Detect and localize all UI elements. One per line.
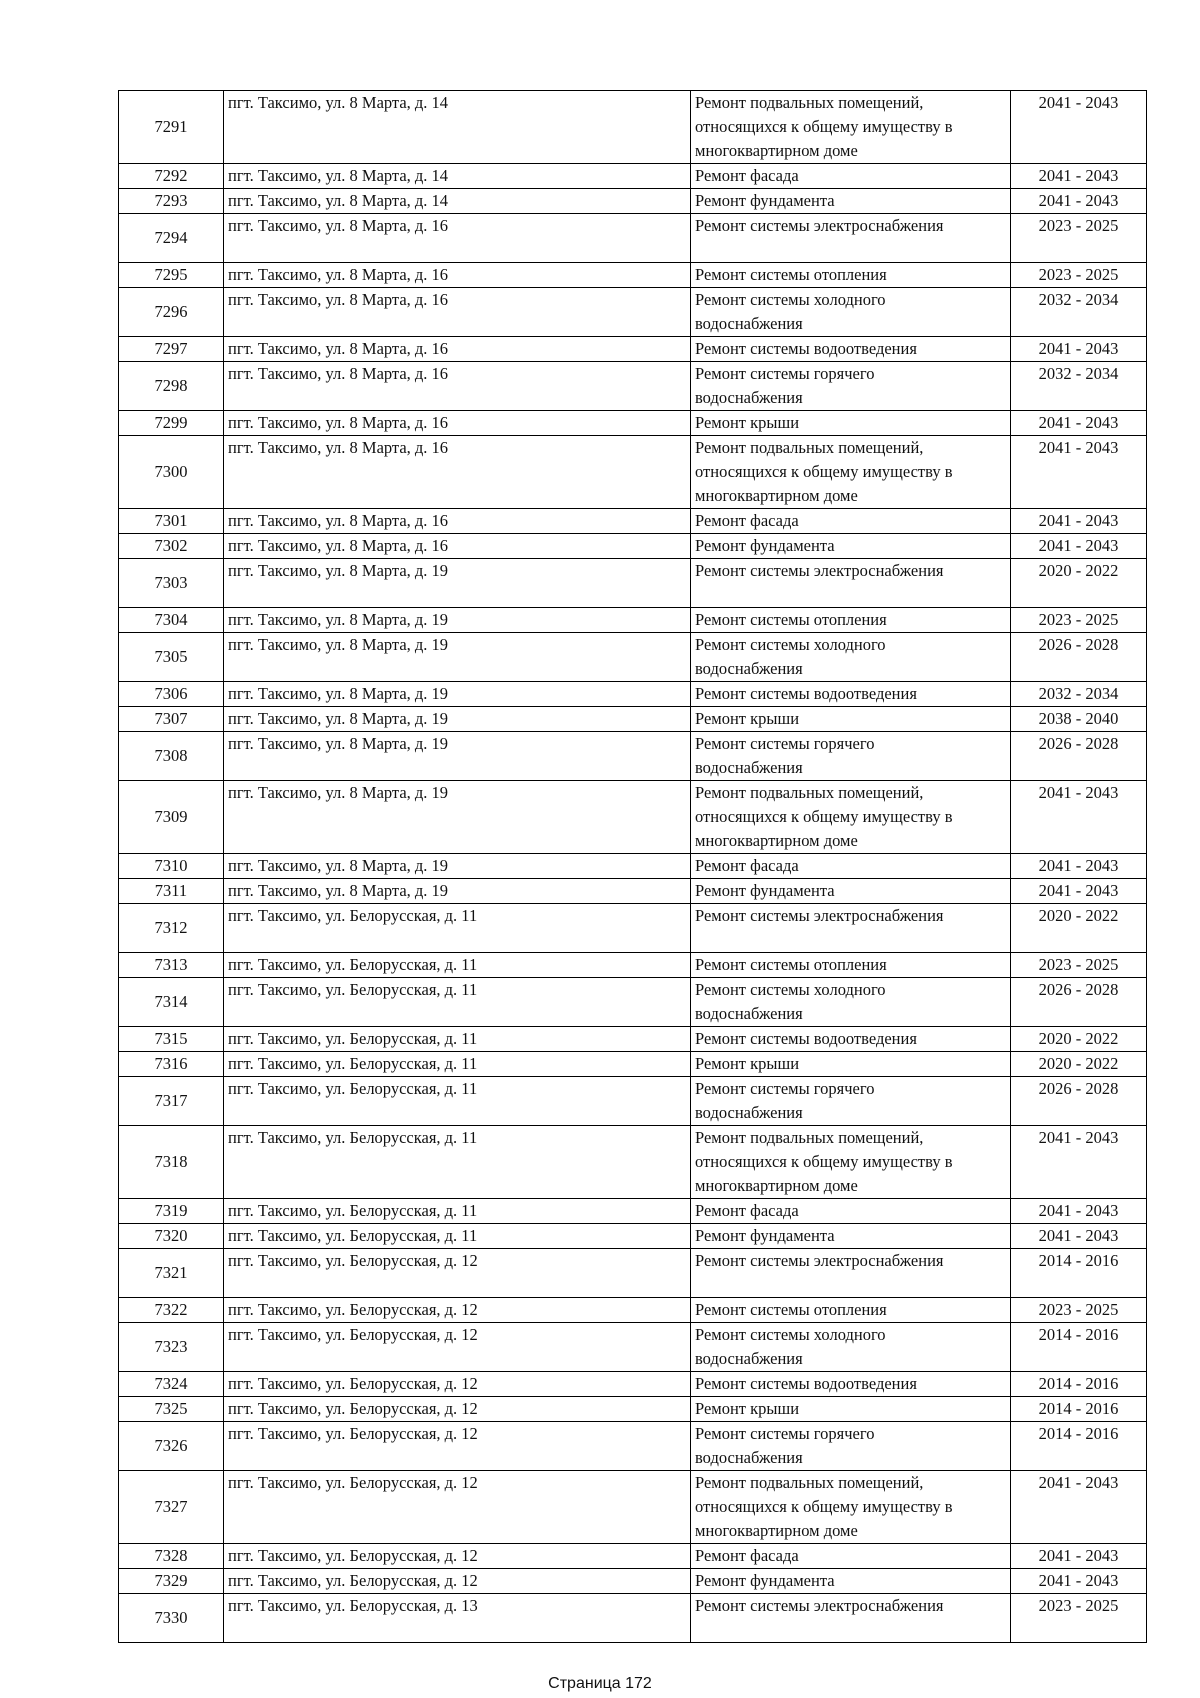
row-work-type: Ремонт системы горячего водоснабжения bbox=[691, 732, 1011, 781]
table-row bbox=[119, 1372, 1147, 1397]
row-work-type: Ремонт системы горячего водоснабжения bbox=[691, 1422, 1011, 1471]
row-period: 2041 - 2043 bbox=[1011, 534, 1147, 559]
row-work-type: Ремонт системы горячего водоснабжения bbox=[691, 362, 1011, 411]
row-period: 2026 - 2028 bbox=[1011, 1077, 1147, 1126]
row-number: 7303 bbox=[119, 559, 224, 608]
row-number: 7314 bbox=[119, 978, 224, 1027]
row-number: 7323 bbox=[119, 1323, 224, 1372]
table-row bbox=[119, 608, 1147, 633]
row-address: пгт. Таксимо, ул. Белорусская, д. 13 bbox=[224, 1594, 691, 1643]
row-work-type: Ремонт фасада bbox=[691, 1544, 1011, 1569]
row-period: 2026 - 2028 bbox=[1011, 978, 1147, 1027]
row-work-type: Ремонт системы электроснабжения bbox=[691, 559, 1011, 608]
table-row bbox=[119, 362, 1147, 411]
row-number: 7297 bbox=[119, 337, 224, 362]
row-period: 2038 - 2040 bbox=[1011, 707, 1147, 732]
table-row bbox=[119, 1027, 1147, 1052]
row-period: 2023 - 2025 bbox=[1011, 1298, 1147, 1323]
row-address: пгт. Таксимо, ул. Белорусская, д. 11 bbox=[224, 904, 691, 953]
row-work-type: Ремонт системы холодного водоснабжения bbox=[691, 288, 1011, 337]
table-row bbox=[119, 879, 1147, 904]
table-row bbox=[119, 1298, 1147, 1323]
row-work-type: Ремонт системы электроснабжения bbox=[691, 1594, 1011, 1643]
row-work-type: Ремонт системы водоотведения bbox=[691, 1027, 1011, 1052]
row-work-type: Ремонт системы отопления bbox=[691, 1298, 1011, 1323]
row-period: 2041 - 2043 bbox=[1011, 1569, 1147, 1594]
row-address: пгт. Таксимо, ул. 8 Марта, д. 19 bbox=[224, 608, 691, 633]
row-address: пгт. Таксимо, ул. 8 Марта, д. 14 bbox=[224, 189, 691, 214]
row-address: пгт. Таксимо, ул. Белорусская, д. 11 bbox=[224, 1126, 691, 1199]
row-period: 2032 - 2034 bbox=[1011, 682, 1147, 707]
row-number: 7310 bbox=[119, 854, 224, 879]
row-number: 7309 bbox=[119, 781, 224, 854]
row-number: 7325 bbox=[119, 1397, 224, 1422]
row-work-type: Ремонт фундамента bbox=[691, 1224, 1011, 1249]
row-work-type: Ремонт фасада bbox=[691, 1199, 1011, 1224]
row-address: пгт. Таксимо, ул. 8 Марта, д. 16 bbox=[224, 263, 691, 288]
row-address: пгт. Таксимо, ул. Белорусская, д. 12 bbox=[224, 1471, 691, 1544]
row-number: 7302 bbox=[119, 534, 224, 559]
row-address: пгт. Таксимо, ул. Белорусская, д. 11 bbox=[224, 1224, 691, 1249]
table-row bbox=[119, 214, 1147, 263]
row-work-type: Ремонт системы горячего водоснабжения bbox=[691, 1077, 1011, 1126]
row-address: пгт. Таксимо, ул. Белорусская, д. 12 bbox=[224, 1544, 691, 1569]
table-row bbox=[119, 953, 1147, 978]
table-row bbox=[119, 91, 1147, 164]
row-work-type: Ремонт фундамента bbox=[691, 879, 1011, 904]
row-number: 7293 bbox=[119, 189, 224, 214]
row-period: 2041 - 2043 bbox=[1011, 189, 1147, 214]
row-work-type: Ремонт системы холодного водоснабжения bbox=[691, 633, 1011, 682]
row-address: пгт. Таксимо, ул. Белорусская, д. 11 bbox=[224, 953, 691, 978]
row-number: 7296 bbox=[119, 288, 224, 337]
row-number: 7322 bbox=[119, 1298, 224, 1323]
row-number: 7307 bbox=[119, 707, 224, 732]
row-number: 7320 bbox=[119, 1224, 224, 1249]
row-work-type: Ремонт крыши bbox=[691, 1052, 1011, 1077]
table-row bbox=[119, 781, 1147, 854]
row-address: пгт. Таксимо, ул. Белорусская, д. 12 bbox=[224, 1298, 691, 1323]
page-number: Страница 172 bbox=[548, 1675, 652, 1692]
row-number: 7308 bbox=[119, 732, 224, 781]
table-row bbox=[119, 1323, 1147, 1372]
row-period: 2041 - 2043 bbox=[1011, 854, 1147, 879]
table-row bbox=[119, 263, 1147, 288]
table-row bbox=[119, 1224, 1147, 1249]
row-number: 7318 bbox=[119, 1126, 224, 1199]
row-number: 7324 bbox=[119, 1372, 224, 1397]
row-address: пгт. Таксимо, ул. 8 Марта, д. 16 bbox=[224, 509, 691, 534]
table-row bbox=[119, 1199, 1147, 1224]
row-number: 7295 bbox=[119, 263, 224, 288]
row-work-type: Ремонт системы холодного водоснабжения bbox=[691, 1323, 1011, 1372]
row-work-type: Ремонт подвальных помещений, относящихся к общему имуществу в многоквартирном доме bbox=[691, 1471, 1011, 1544]
row-address: пгт. Таксимо, ул. 8 Марта, д. 16 bbox=[224, 362, 691, 411]
row-work-type: Ремонт системы отопления bbox=[691, 953, 1011, 978]
row-address: пгт. Таксимо, ул. 8 Марта, д. 19 bbox=[224, 707, 691, 732]
row-address: пгт. Таксимо, ул. Белорусская, д. 11 bbox=[224, 1199, 691, 1224]
row-address: пгт. Таксимо, ул. 8 Марта, д. 19 bbox=[224, 781, 691, 854]
row-address: пгт. Таксимо, ул. Белорусская, д. 12 bbox=[224, 1569, 691, 1594]
row-number: 7304 bbox=[119, 608, 224, 633]
row-period: 2041 - 2043 bbox=[1011, 91, 1147, 164]
row-number: 7315 bbox=[119, 1027, 224, 1052]
row-period: 2032 - 2034 bbox=[1011, 288, 1147, 337]
row-period: 2041 - 2043 bbox=[1011, 781, 1147, 854]
table-row bbox=[119, 436, 1147, 509]
row-period: 2014 - 2016 bbox=[1011, 1323, 1147, 1372]
row-address: пгт. Таксимо, ул. 8 Марта, д. 16 bbox=[224, 337, 691, 362]
table-row bbox=[119, 1077, 1147, 1126]
table-row bbox=[119, 534, 1147, 559]
row-number: 7313 bbox=[119, 953, 224, 978]
row-number: 7330 bbox=[119, 1594, 224, 1643]
row-work-type: Ремонт фасада bbox=[691, 854, 1011, 879]
row-address: пгт. Таксимо, ул. 8 Марта, д. 16 bbox=[224, 411, 691, 436]
row-work-type: Ремонт фундамента bbox=[691, 189, 1011, 214]
row-address: пгт. Таксимо, ул. 8 Марта, д. 16 bbox=[224, 534, 691, 559]
table-row bbox=[119, 904, 1147, 953]
row-period: 2023 - 2025 bbox=[1011, 263, 1147, 288]
row-number: 7294 bbox=[119, 214, 224, 263]
row-work-type: Ремонт подвальных помещений, относящихся к общему имуществу в многоквартирном доме bbox=[691, 781, 1011, 854]
row-period: 2041 - 2043 bbox=[1011, 164, 1147, 189]
table-row bbox=[119, 1422, 1147, 1471]
row-number: 7292 bbox=[119, 164, 224, 189]
row-period: 2014 - 2016 bbox=[1011, 1372, 1147, 1397]
table-row bbox=[119, 633, 1147, 682]
table-row bbox=[119, 1249, 1147, 1298]
row-period: 2020 - 2022 bbox=[1011, 1027, 1147, 1052]
table-row bbox=[119, 978, 1147, 1027]
table-row bbox=[119, 732, 1147, 781]
row-period: 2014 - 2016 bbox=[1011, 1249, 1147, 1298]
row-address: пгт. Таксимо, ул. Белорусская, д. 11 bbox=[224, 978, 691, 1027]
table-row bbox=[119, 1126, 1147, 1199]
table-row bbox=[119, 1544, 1147, 1569]
row-number: 7316 bbox=[119, 1052, 224, 1077]
row-period: 2026 - 2028 bbox=[1011, 732, 1147, 781]
row-period: 2023 - 2025 bbox=[1011, 1594, 1147, 1643]
table-row bbox=[119, 1569, 1147, 1594]
table-row bbox=[119, 1594, 1147, 1643]
row-work-type: Ремонт системы водоотведения bbox=[691, 337, 1011, 362]
table-row bbox=[119, 288, 1147, 337]
table-row bbox=[119, 559, 1147, 608]
row-period: 2026 - 2028 bbox=[1011, 633, 1147, 682]
row-work-type: Ремонт системы электроснабжения bbox=[691, 904, 1011, 953]
row-work-type: Ремонт крыши bbox=[691, 1397, 1011, 1422]
row-period: 2041 - 2043 bbox=[1011, 879, 1147, 904]
row-number: 7312 bbox=[119, 904, 224, 953]
table-body bbox=[119, 91, 1147, 1643]
row-address: пгт. Таксимо, ул. Белорусская, д. 11 bbox=[224, 1052, 691, 1077]
row-period: 2020 - 2022 bbox=[1011, 904, 1147, 953]
row-address: пгт. Таксимо, ул. 8 Марта, д. 19 bbox=[224, 633, 691, 682]
row-address: пгт. Таксимо, ул. Белорусская, д. 12 bbox=[224, 1249, 691, 1298]
row-period: 2020 - 2022 bbox=[1011, 559, 1147, 608]
row-period: 2041 - 2043 bbox=[1011, 411, 1147, 436]
row-address: пгт. Таксимо, ул. 8 Марта, д. 19 bbox=[224, 854, 691, 879]
table-row bbox=[119, 1052, 1147, 1077]
row-work-type: Ремонт фасада bbox=[691, 164, 1011, 189]
row-work-type: Ремонт подвальных помещений, относящихся к общему имуществу в многоквартирном доме bbox=[691, 1126, 1011, 1199]
row-period: 2020 - 2022 bbox=[1011, 1052, 1147, 1077]
row-number: 7327 bbox=[119, 1471, 224, 1544]
row-period: 2041 - 2043 bbox=[1011, 1126, 1147, 1199]
row-work-type: Ремонт системы водоотведения bbox=[691, 682, 1011, 707]
table-row bbox=[119, 854, 1147, 879]
row-period: 2023 - 2025 bbox=[1011, 214, 1147, 263]
row-work-type: Ремонт системы отопления bbox=[691, 263, 1011, 288]
row-address: пгт. Таксимо, ул. Белорусская, д. 12 bbox=[224, 1323, 691, 1372]
row-work-type: Ремонт системы отопления bbox=[691, 608, 1011, 633]
row-period: 2041 - 2043 bbox=[1011, 337, 1147, 362]
row-number: 7300 bbox=[119, 436, 224, 509]
row-number: 7306 bbox=[119, 682, 224, 707]
row-number: 7328 bbox=[119, 1544, 224, 1569]
row-number: 7299 bbox=[119, 411, 224, 436]
table-row bbox=[119, 189, 1147, 214]
row-work-type: Ремонт фундамента bbox=[691, 534, 1011, 559]
row-address: пгт. Таксимо, ул. Белорусская, д. 12 bbox=[224, 1422, 691, 1471]
row-period: 2041 - 2043 bbox=[1011, 509, 1147, 534]
row-address: пгт. Таксимо, ул. Белорусская, д. 12 bbox=[224, 1372, 691, 1397]
table-row bbox=[119, 1397, 1147, 1422]
row-address: пгт. Таксимо, ул. Белорусская, д. 11 bbox=[224, 1077, 691, 1126]
row-work-type: Ремонт крыши bbox=[691, 707, 1011, 732]
row-work-type: Ремонт крыши bbox=[691, 411, 1011, 436]
row-number: 7319 bbox=[119, 1199, 224, 1224]
row-number: 7301 bbox=[119, 509, 224, 534]
row-address: пгт. Таксимо, ул. 8 Марта, д. 14 bbox=[224, 164, 691, 189]
row-address: пгт. Таксимо, ул. 8 Марта, д. 19 bbox=[224, 879, 691, 904]
row-number: 7311 bbox=[119, 879, 224, 904]
repair-schedule-table bbox=[118, 90, 1147, 1643]
table-row bbox=[119, 411, 1147, 436]
row-period: 2041 - 2043 bbox=[1011, 1199, 1147, 1224]
row-work-type: Ремонт системы водоотведения bbox=[691, 1372, 1011, 1397]
row-work-type: Ремонт фасада bbox=[691, 509, 1011, 534]
row-period: 2041 - 2043 bbox=[1011, 436, 1147, 509]
row-period: 2023 - 2025 bbox=[1011, 953, 1147, 978]
row-work-type: Ремонт подвальных помещений, относящихся к общему имуществу в многоквартирном доме bbox=[691, 91, 1011, 164]
table-row bbox=[119, 682, 1147, 707]
row-address: пгт. Таксимо, ул. 8 Марта, д. 19 bbox=[224, 732, 691, 781]
row-work-type: Ремонт подвальных помещений, относящихся к общему имуществу в многоквартирном доме bbox=[691, 436, 1011, 509]
table-row bbox=[119, 509, 1147, 534]
row-address: пгт. Таксимо, ул. 8 Марта, д. 14 bbox=[224, 91, 691, 164]
row-number: 7317 bbox=[119, 1077, 224, 1126]
row-address: пгт. Таксимо, ул. Белорусская, д. 11 bbox=[224, 1027, 691, 1052]
row-address: пгт. Таксимо, ул. Белорусская, д. 12 bbox=[224, 1397, 691, 1422]
row-number: 7305 bbox=[119, 633, 224, 682]
row-address: пгт. Таксимо, ул. 8 Марта, д. 16 bbox=[224, 288, 691, 337]
row-period: 2014 - 2016 bbox=[1011, 1422, 1147, 1471]
row-address: пгт. Таксимо, ул. 8 Марта, д. 19 bbox=[224, 559, 691, 608]
row-period: 2041 - 2043 bbox=[1011, 1471, 1147, 1544]
row-period: 2032 - 2034 bbox=[1011, 362, 1147, 411]
row-work-type: Ремонт системы электроснабжения bbox=[691, 1249, 1011, 1298]
table-row bbox=[119, 1471, 1147, 1544]
row-address: пгт. Таксимо, ул. 8 Марта, д. 16 bbox=[224, 436, 691, 509]
table-row bbox=[119, 337, 1147, 362]
row-period: 2041 - 2043 bbox=[1011, 1224, 1147, 1249]
row-number: 7298 bbox=[119, 362, 224, 411]
row-number: 7326 bbox=[119, 1422, 224, 1471]
table-row bbox=[119, 164, 1147, 189]
row-number: 7291 bbox=[119, 91, 224, 164]
row-address: пгт. Таксимо, ул. 8 Марта, д. 19 bbox=[224, 682, 691, 707]
table-row bbox=[119, 707, 1147, 732]
row-period: 2014 - 2016 bbox=[1011, 1397, 1147, 1422]
row-address: пгт. Таксимо, ул. 8 Марта, д. 16 bbox=[224, 214, 691, 263]
row-number: 7329 bbox=[119, 1569, 224, 1594]
row-work-type: Ремонт системы электроснабжения bbox=[691, 214, 1011, 263]
row-work-type: Ремонт фундамента bbox=[691, 1569, 1011, 1594]
row-period: 2041 - 2043 bbox=[1011, 1544, 1147, 1569]
row-number: 7321 bbox=[119, 1249, 224, 1298]
row-work-type: Ремонт системы холодного водоснабжения bbox=[691, 978, 1011, 1027]
row-period: 2023 - 2025 bbox=[1011, 608, 1147, 633]
